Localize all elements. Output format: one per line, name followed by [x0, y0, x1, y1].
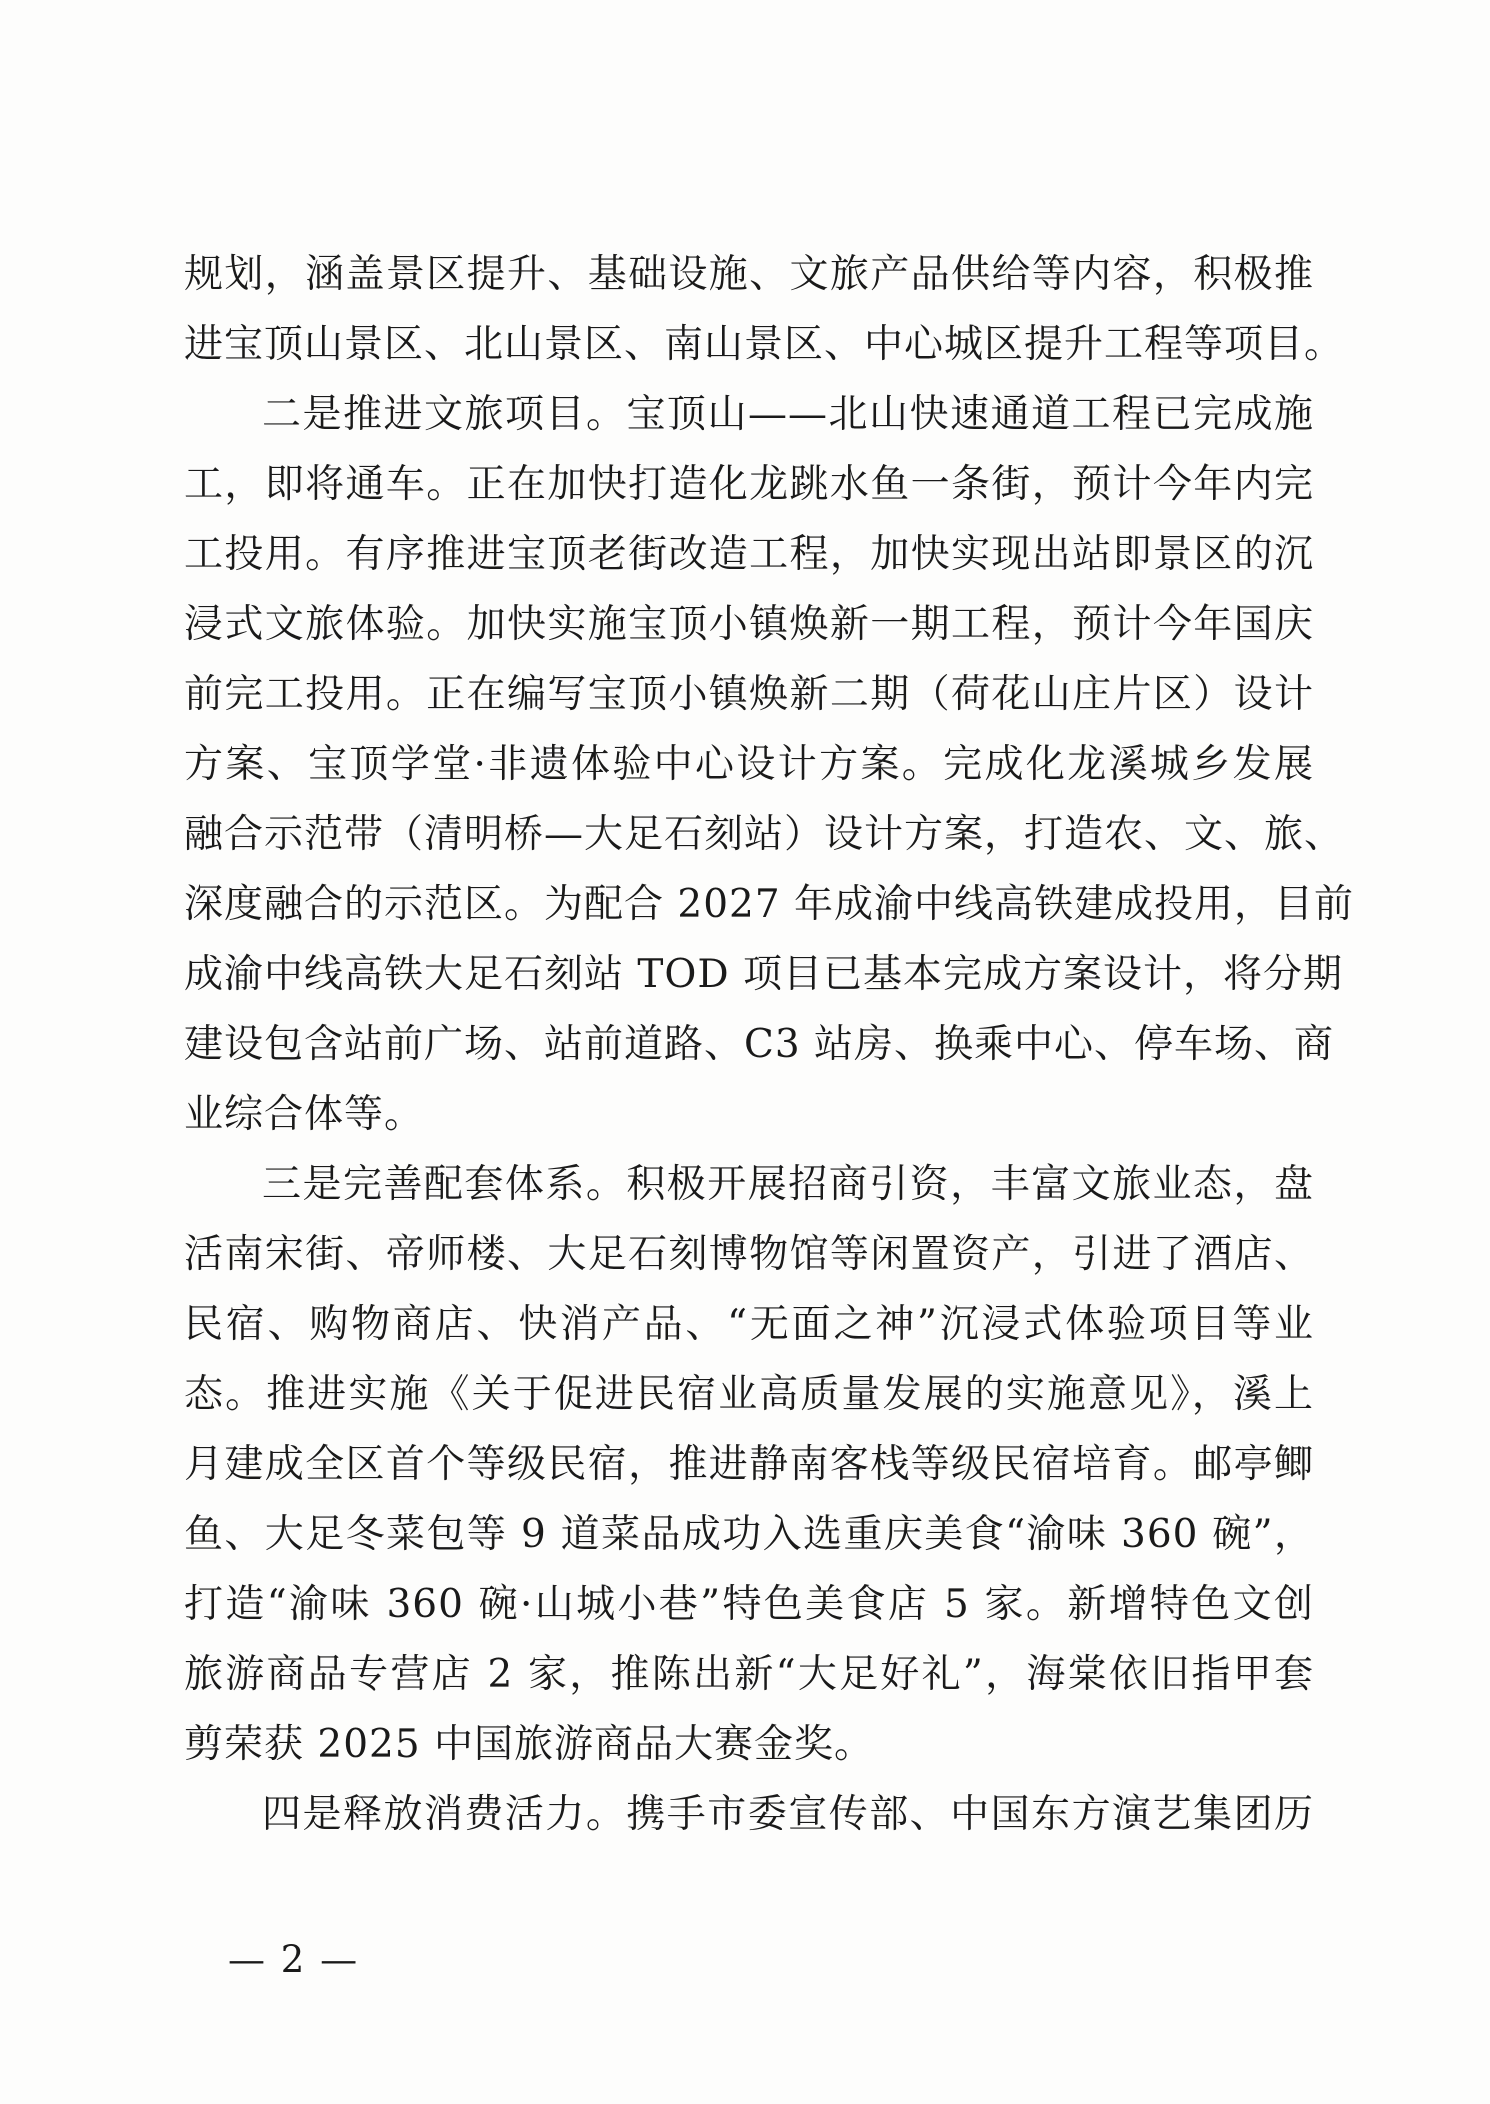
page-number: — 2 —: [228, 1938, 360, 1981]
document-body: [184, 240, 1355, 1850]
paragraph-1-line-2: 进宝顶山景区、北山景区、南山景区、中心城区提升工程等项目。: [184, 322, 1345, 367]
paragraph-3-line-7: 打造“渝味 360 碗·山城小巷”特色美食店 5 家。新增特色文创: [184, 1582, 1314, 1627]
paragraph-3-line-8: 旅游商品专营店 2 家，推陈出新“大足好礼”，海棠依旧指甲套: [184, 1652, 1314, 1697]
paragraph-2-line-7: 融合示范带（清明桥—大足石刻站）设计方案，打造农、文、旅、: [184, 812, 1345, 857]
paragraph-3-line-1: 三是完善配套体系。积极开展招商引资，丰富文旅业态，盘: [262, 1162, 1314, 1207]
paragraph-2-line-1: 二是推进文旅项目。宝顶山——北山快速通道工程已完成施: [262, 392, 1314, 437]
paragraph-2-line-9: 成渝中线高铁大足石刻站 TOD 项目已基本完成方案设计，将分期: [184, 952, 1344, 997]
paragraph-2-line-4: 浸式文旅体验。加快实施宝顶小镇焕新一期工程，预计今年国庆: [184, 602, 1314, 647]
paragraph-3-line-3: 民宿、购物商店、快消产品、“无面之神”沉浸式体验项目等业: [184, 1302, 1314, 1347]
paragraph-4-line-1: 四是释放消费活力。携手市委宣传部、中国东方演艺集团历: [262, 1792, 1314, 1837]
paragraph-2-line-2: 工，即将通车。正在加快打造化龙跳水鱼一条街，预计今年内完: [184, 462, 1314, 507]
paragraph-3-line-4: 态。推进实施《关于促进民宿业高质量发展的实施意见》，溪上: [184, 1372, 1314, 1417]
paragraph-3-line-2: 活南宋街、帝师楼、大足石刻博物馆等闲置资产，引进了酒店、: [184, 1232, 1314, 1277]
paragraph-1-line-1: 规划，涵盖景区提升、基础设施、文旅产品供给等内容，积极推: [184, 252, 1314, 297]
paragraph-2-line-6: 方案、宝顶学堂·非遗体验中心设计方案。完成化龙溪城乡发展: [184, 742, 1314, 787]
paragraph-2-line-5: 前完工投用。正在编写宝顶小镇焕新二期（荷花山庄片区）设计: [184, 672, 1314, 717]
paragraph-3-line-9: 剪荣获 2025 中国旅游商品大赛金奖。: [184, 1722, 875, 1767]
paragraph-2-line-8: 深度融合的示范区。为配合 2027 年成渝中线高铁建成投用，目前: [184, 882, 1355, 927]
paragraph-2-line-3: 工投用。有序推进宝顶老街改造工程，加快实现出站即景区的沉: [184, 532, 1314, 577]
paragraph-3-line-6: 鱼、大足冬菜包等 9 道菜品成功入选重庆美食“渝味 360 碗”，: [184, 1512, 1314, 1557]
paragraph-2-line-10: 建设包含站前广场、站前道路、C3 站房、换乘中心、停车场、商: [184, 1022, 1335, 1067]
paragraph-3-line-5: 月建成全区首个等级民宿，推进静南客栈等级民宿培育。邮亭鲫: [184, 1442, 1314, 1487]
paragraph-2-line-11: 业综合体等。: [184, 1092, 425, 1137]
